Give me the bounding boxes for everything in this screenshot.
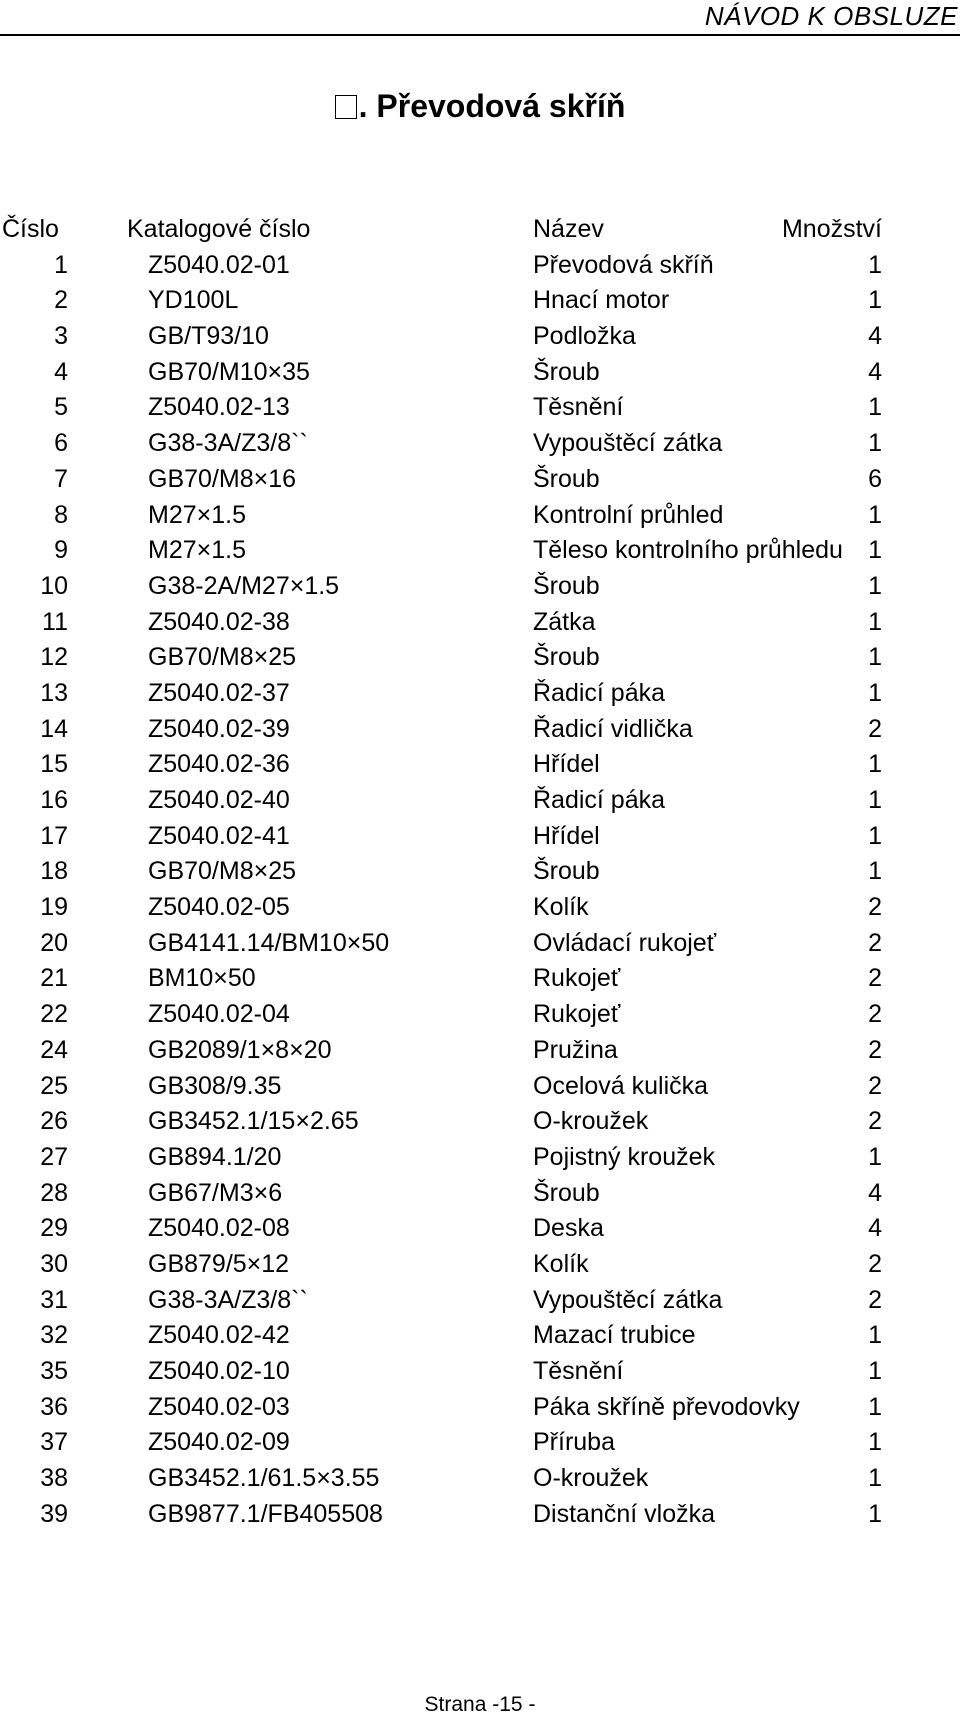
part-name: Příruba	[533, 1428, 615, 1457]
section-title-text: . Převodová skříň	[358, 88, 626, 124]
table-row	[0, 961, 900, 997]
catalog-number: GB3452.1/15×2.65	[148, 1107, 359, 1136]
catalog-number: Z5040.02-09	[148, 1428, 290, 1457]
quantity: 1	[868, 571, 882, 600]
table-row	[0, 1461, 900, 1497]
table-row	[0, 1033, 900, 1069]
quantity: 2	[868, 1035, 882, 1064]
quantity: 1	[868, 607, 882, 636]
row-number: 27	[40, 1142, 68, 1171]
catalog-number: Z5040.02-08	[148, 1214, 290, 1243]
document-header-title: NÁVOD K OBSLUZE	[704, 1, 958, 31]
catalog-number: GB70/M8×25	[148, 643, 297, 672]
quantity: 1	[868, 821, 882, 850]
part-name: Šroub	[533, 643, 600, 672]
row-number: 37	[40, 1428, 68, 1457]
row-number: 19	[40, 893, 68, 922]
catalog-number: Z5040.02-38	[148, 607, 290, 636]
row-number: 5	[54, 393, 68, 422]
part-name: Převodová skříň	[533, 250, 714, 279]
row-number: 12	[40, 643, 68, 672]
part-name: Řadicí páka	[533, 678, 666, 707]
table-row	[0, 1390, 900, 1426]
header-divider	[0, 34, 960, 36]
quantity: 1	[868, 286, 882, 315]
column-header-number: Číslo	[2, 215, 59, 243]
row-number: 11	[42, 607, 68, 636]
quantity: 1	[868, 1428, 882, 1457]
table-row	[0, 1318, 900, 1354]
part-name: Ovládací rukojeť	[533, 928, 717, 957]
table-row	[0, 1140, 900, 1176]
part-name: Kolík	[533, 893, 589, 922]
part-name: Šroub	[533, 857, 600, 886]
table-row	[0, 283, 900, 319]
table-row	[0, 783, 900, 819]
part-name: Šroub	[533, 1178, 600, 1207]
quantity: 2	[868, 893, 882, 922]
catalog-number: GB70/M10×35	[148, 357, 310, 386]
catalog-number: GB67/M3×6	[148, 1178, 283, 1207]
catalog-number: Z5040.02-13	[148, 393, 290, 422]
table-row	[0, 462, 900, 498]
part-name: Těleso kontrolního průhledu	[533, 536, 843, 565]
quantity: 1	[868, 1464, 882, 1493]
table-row	[0, 498, 900, 534]
row-number: 2	[54, 286, 68, 315]
catalog-number: GB70/M8×16	[148, 464, 297, 493]
part-name: Zátka	[533, 607, 596, 636]
catalog-number: Z5040.02-39	[148, 714, 290, 743]
quantity: 1	[868, 500, 882, 529]
part-name: Podložka	[533, 322, 636, 351]
parts-table	[0, 212, 900, 1527]
part-name: Páka skříně převodovky	[533, 1392, 800, 1421]
column-header-quantity: Množství	[781, 215, 882, 243]
row-number: 36	[40, 1392, 68, 1421]
quantity: 4	[868, 1214, 882, 1243]
table-row	[0, 533, 900, 569]
part-name: Těsnění	[533, 393, 624, 422]
table-row	[0, 1247, 900, 1283]
quantity: 2	[868, 1071, 882, 1100]
row-number: 14	[40, 714, 68, 743]
quantity: 2	[868, 1249, 882, 1278]
part-name: Kontrolní průhled	[533, 500, 724, 529]
row-number: 4	[54, 357, 68, 386]
catalog-number: GB3452.1/61.5×3.55	[148, 1464, 380, 1493]
page-number: Strana -15 -	[424, 1693, 536, 1716]
quantity: 2	[868, 1285, 882, 1314]
missing-glyph-icon	[335, 95, 357, 119]
table-row	[0, 926, 900, 962]
quantity: 1	[868, 1357, 882, 1385]
catalog-number: GB879/5×12	[148, 1249, 290, 1278]
quantity: 2	[868, 928, 882, 957]
row-number: 24	[40, 1035, 68, 1064]
row-number: 7	[54, 464, 68, 493]
table-header-row	[0, 212, 900, 248]
table-row	[0, 1176, 900, 1212]
part-name: Řadicí páka	[533, 786, 666, 814]
part-name: Vypouštěcí zátka	[533, 429, 723, 458]
catalog-number: Z5040.02-37	[148, 678, 290, 707]
catalog-number: GB894.1/20	[148, 1142, 282, 1171]
part-name: Mazací trubice	[533, 1321, 696, 1350]
quantity: 1	[868, 250, 882, 279]
table-row	[0, 640, 900, 676]
row-number: 39	[40, 1499, 68, 1528]
catalog-number: GB70/M8×25	[148, 857, 297, 886]
row-number: 31	[40, 1285, 68, 1314]
catalog-number: Z5040.02-41	[148, 821, 290, 850]
quantity: 1	[868, 1392, 882, 1421]
part-name: O-kroužek	[533, 1107, 649, 1136]
row-number: 1	[54, 250, 68, 279]
part-name: Šroub	[533, 464, 600, 493]
catalog-number: Z5040.02-10	[148, 1357, 290, 1385]
row-number: 26	[40, 1107, 68, 1136]
column-header-name: Název	[533, 215, 604, 243]
part-name: Řadicí vidlička	[533, 714, 693, 743]
quantity: 1	[868, 786, 882, 814]
row-number: 30	[40, 1249, 68, 1278]
table-row	[0, 319, 900, 355]
quantity: 4	[868, 357, 882, 386]
part-name: Šroub	[533, 571, 600, 600]
catalog-number: G38-3A/Z3/8``	[148, 429, 308, 458]
row-number: 8	[54, 500, 68, 529]
table-row	[0, 712, 900, 748]
row-number: 21	[40, 964, 68, 993]
quantity: 1	[868, 536, 882, 565]
catalog-number: BM10×50	[148, 964, 256, 993]
part-name: Rukojeť	[533, 964, 621, 993]
quantity: 2	[868, 1000, 882, 1029]
quantity: 1	[868, 750, 882, 779]
catalog-number: Z5040.02-42	[148, 1321, 290, 1350]
part-name: Pružina	[533, 1035, 618, 1064]
catalog-number: Z5040.02-04	[148, 1000, 290, 1029]
row-number: 35	[40, 1357, 68, 1385]
table-row	[0, 569, 900, 605]
quantity: 6	[868, 464, 882, 493]
part-name: O-kroužek	[533, 1464, 649, 1493]
row-number: 9	[54, 536, 68, 565]
quantity: 1	[868, 1142, 882, 1171]
row-number: 20	[40, 928, 68, 957]
part-name: Ocelová kulička	[533, 1071, 709, 1100]
table-row	[0, 747, 900, 783]
part-name: Distanční vložka	[533, 1499, 716, 1528]
catalog-number: Z5040.02-05	[148, 893, 290, 922]
table-row	[0, 819, 900, 855]
table-row	[0, 890, 900, 926]
part-name: Pojistný kroužek	[533, 1142, 716, 1171]
table-row	[0, 1425, 900, 1461]
table-row	[0, 426, 900, 462]
row-number: 17	[40, 821, 68, 850]
catalog-number: G38-2A/M27×1.5	[148, 571, 340, 600]
quantity: 1	[868, 857, 882, 886]
row-number: 28	[40, 1178, 68, 1207]
table-row	[0, 997, 900, 1033]
quantity: 2	[868, 1107, 882, 1136]
table-row	[0, 1069, 900, 1105]
row-number: 3	[54, 322, 68, 351]
section-title	[0, 86, 960, 126]
table-row	[0, 248, 900, 284]
quantity: 4	[868, 322, 882, 351]
table-row	[0, 1497, 900, 1533]
catalog-number: Z5040.02-40	[148, 786, 290, 814]
table-row	[0, 1283, 900, 1319]
catalog-number: M27×1.5	[148, 536, 246, 565]
part-name: Šroub	[533, 357, 600, 386]
row-number: 10	[40, 571, 68, 600]
catalog-number: Z5040.02-01	[148, 250, 290, 279]
row-number: 29	[40, 1214, 68, 1243]
row-number: 15	[40, 750, 68, 779]
row-number: 13	[40, 678, 68, 707]
catalog-number: G38-3A/Z3/8``	[148, 1285, 308, 1314]
quantity: 1	[868, 1499, 882, 1528]
catalog-number: YD100L	[148, 286, 239, 315]
part-name: Vypouštěcí zátka	[533, 1285, 723, 1314]
row-number: 38	[40, 1464, 68, 1493]
quantity: 1	[868, 1321, 882, 1350]
row-number: 18	[40, 857, 68, 886]
catalog-number: M27×1.5	[148, 500, 246, 529]
table-row	[0, 676, 900, 712]
part-name: Hřídel	[533, 750, 600, 779]
row-number: 22	[40, 1000, 68, 1029]
catalog-number: Z5040.02-03	[148, 1392, 290, 1421]
row-number: 16	[40, 786, 68, 814]
part-name: Hřídel	[533, 821, 600, 850]
quantity: 1	[868, 678, 882, 707]
table-row	[0, 854, 900, 890]
catalog-number: GB/T93/10	[148, 322, 269, 351]
catalog-number: GB4141.14/BM10×50	[148, 928, 390, 957]
table-row	[0, 1211, 900, 1247]
row-number: 6	[54, 429, 68, 458]
table-row	[0, 390, 900, 426]
catalog-number: GB2089/1×8×20	[148, 1035, 332, 1064]
quantity: 4	[868, 1178, 882, 1207]
part-name: Deska	[533, 1214, 604, 1243]
catalog-number: Z5040.02-36	[148, 750, 290, 779]
catalog-number: GB308/9.35	[148, 1071, 282, 1100]
table-row	[0, 1354, 900, 1390]
quantity: 1	[868, 393, 882, 422]
row-number: 25	[40, 1071, 68, 1100]
table-row	[0, 1104, 900, 1140]
quantity: 1	[868, 643, 882, 672]
row-number: 32	[40, 1321, 68, 1350]
part-name: Hnací motor	[533, 286, 670, 315]
part-name: Kolík	[533, 1249, 589, 1278]
table-row	[0, 605, 900, 641]
column-header-catalog-number: Katalogové číslo	[127, 215, 311, 243]
quantity: 1	[868, 429, 882, 458]
catalog-number: GB9877.1/FB405508	[148, 1499, 383, 1528]
part-name: Těsnění	[533, 1357, 624, 1385]
part-name: Rukojeť	[533, 1000, 621, 1029]
table-row	[0, 355, 900, 391]
quantity: 2	[868, 714, 882, 743]
table-body	[0, 248, 900, 1533]
quantity: 2	[868, 964, 882, 993]
